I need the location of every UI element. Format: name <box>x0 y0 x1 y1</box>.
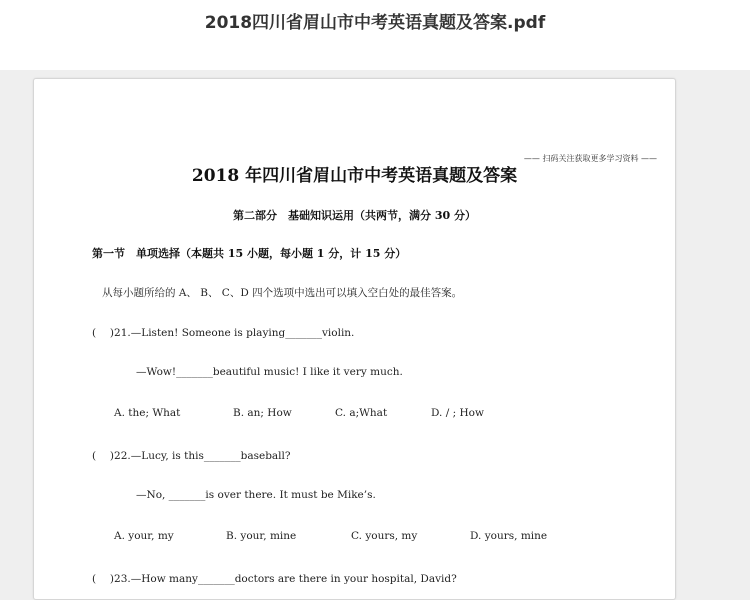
question-21-stem: ( )21.—Listen! Someone is playing_______violin. <box>92 327 355 339</box>
question-22-reply: —No, _______is over there. It must be Mike’s. <box>136 489 376 501</box>
question-21-option-d: D. / ; How <box>431 407 484 419</box>
viewer-header <box>0 0 750 70</box>
question-21-option-c: C. a;What <box>335 407 388 419</box>
question-23-stem: ( )23.—How many_______doctors are there in your hospital, David? <box>92 573 457 585</box>
question-22-option-d: D. yours, mine <box>470 530 548 542</box>
question-21-option-b: B. an; How <box>233 407 292 419</box>
section-title: 第二部分 基础知识运用（共两节，满分 30 分） <box>233 209 476 222</box>
file-title: 2018四川省眉山市中考英语真题及答案.pdf <box>204 13 546 33</box>
question-21-option-a: A. the; What <box>114 407 181 419</box>
question-22-option-b: B. your, mine <box>226 530 297 542</box>
instruction-text: 从每小题所给的 A、 B、 C、D 四个选项中选出可以填入空白处的最佳答案。 <box>102 287 463 299</box>
document-page <box>33 78 676 600</box>
question-22-option-a: A. your, my <box>114 530 174 542</box>
question-22-option-c: C. yours, my <box>351 530 418 542</box>
question-22-stem: ( )22.—Lucy, is this_______baseball? <box>92 450 291 462</box>
question-21-reply: —Wow!_______beautiful music! I like it very much. <box>136 366 403 378</box>
document-title: 2018 年四川省眉山市中考英语真题及答案 <box>191 166 518 186</box>
watermark-text: —— 扫码关注获取更多学习资料 —— <box>523 154 657 163</box>
subsection-title: 第一节 单项选择（本题共 15 小题，每小题 1 分，计 15 分） <box>92 247 407 260</box>
